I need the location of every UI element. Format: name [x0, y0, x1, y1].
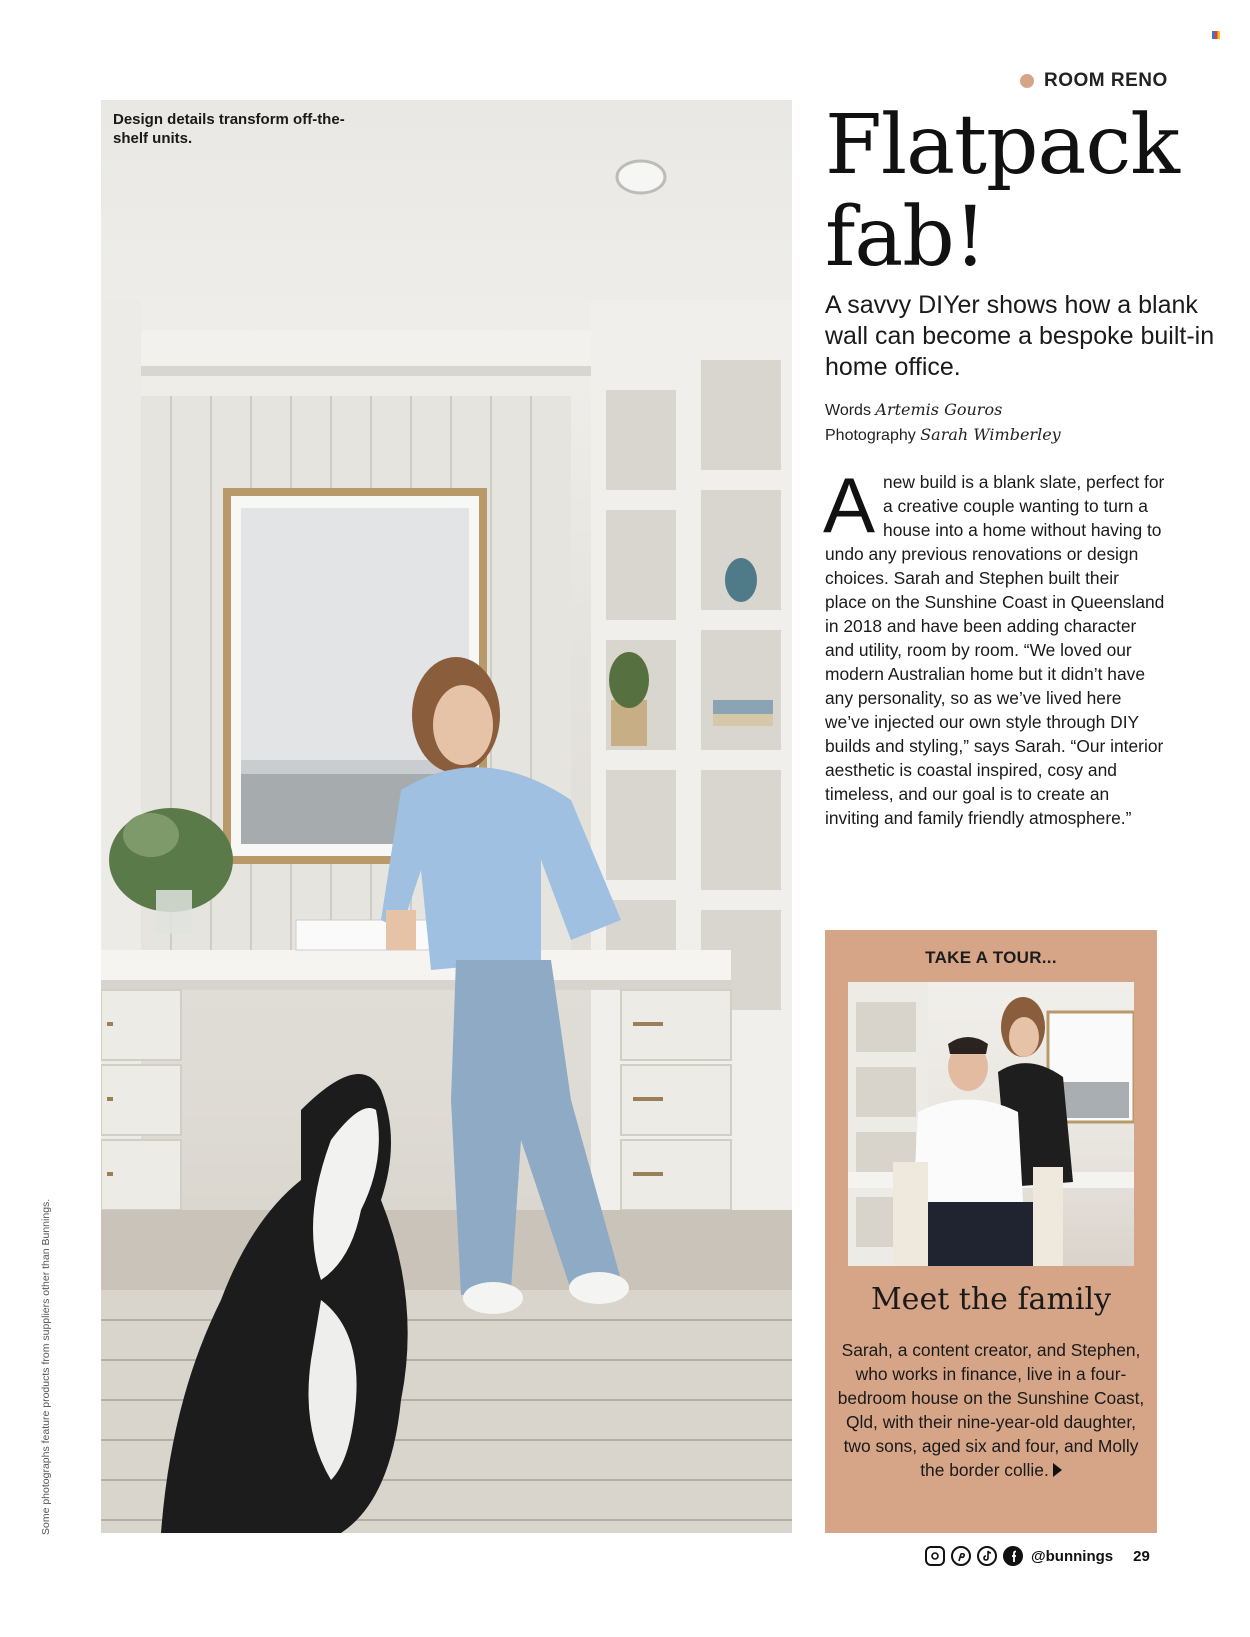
- headline-line-1: Flatpack: [825, 98, 1179, 193]
- sidebar-body: [835, 1338, 1147, 1482]
- byline-photo-label: Photography: [825, 427, 916, 444]
- section-tag: [1020, 70, 1168, 92]
- article-body-text: new build is a blank slate, perfect for a creative couple wanting to turn a house into a home without having to undo any previous renovations or design choices. Sarah and Stephen built their place on the Sunshine Coast in Queensland in 2018 and have been adding character and utility, room by room. “We loved our modern Australian home but it didn’t have any personality, so as we’ve lived here we’ve injected our own style through DIY builds and styling,” says Sarah. “Our interior aesthetic is coastal inspired, cosy and timeless, and our goal is to create an inviting and family friendly atmosphere.”: [825, 472, 1165, 828]
- byline-words-name: Artemis Gouros: [875, 400, 1003, 419]
- printer-color-mark: [1212, 31, 1220, 39]
- headline: [825, 100, 1245, 284]
- sidebar-heading: Meet the family: [870, 1282, 1112, 1317]
- photo-credit-note: Some photographs feature products from suppliers other than Bunnings.: [40, 1198, 52, 1535]
- byline-words: [825, 398, 1061, 423]
- standfirst: A savvy DIYer shows how a blank wall can become a bespoke built-in home office.: [825, 291, 1215, 381]
- social-handle[interactable]: @bunnings: [1031, 1547, 1114, 1565]
- sidebar-title: TAKE A TOUR...: [925, 948, 1057, 967]
- sidebar-body-text: Sarah, a content creator, and Stephen, who works in finance, live in a four-bedroom house on the Sunshine Coast, Qld, with their nine-year-old daughter, two sons, aged six and four, and Molly the border collie.: [837, 1340, 1145, 1480]
- sidebar-photo-illustration: [848, 982, 1134, 1266]
- drop-cap: A: [823, 461, 876, 549]
- article-body: [823, 461, 1165, 830]
- headline-line-2: fab!: [825, 190, 986, 285]
- page-number: 29: [1133, 1547, 1150, 1565]
- byline: [825, 398, 1061, 448]
- byline-words-label: Words: [825, 402, 871, 419]
- main-photo-illustration: [101, 100, 792, 1533]
- byline-photo-name: Sarah Wimberley: [920, 425, 1061, 444]
- main-photo: [101, 100, 792, 1533]
- sidebar-photo: [848, 982, 1134, 1266]
- section-label: ROOM RENO: [1044, 70, 1168, 91]
- continue-arrow-icon: [1053, 1463, 1062, 1477]
- photo-caption: Design details transform off-the-shelf units.: [113, 111, 345, 147]
- facebook-icon[interactable]: [1003, 1546, 1023, 1566]
- sidebar-box: [825, 930, 1157, 1533]
- instagram-icon[interactable]: [925, 1546, 945, 1566]
- section-dot: [1020, 74, 1034, 88]
- pinterest-icon[interactable]: [951, 1546, 971, 1566]
- tiktok-icon[interactable]: [977, 1546, 997, 1566]
- byline-photography: [825, 423, 1061, 448]
- footer: [925, 1546, 1150, 1566]
